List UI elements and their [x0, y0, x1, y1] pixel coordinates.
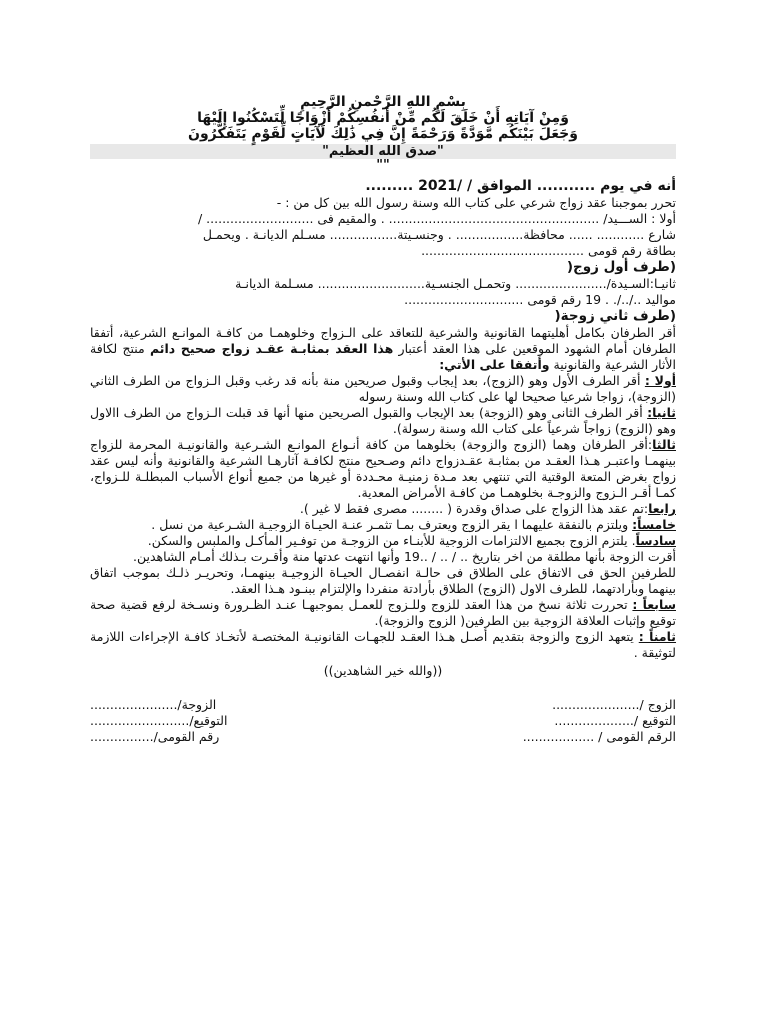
- sadaq-banner: "صدق الله العظيم": [90, 144, 676, 159]
- first-party-line-3: بطاقة رقم قومى .........................................: [421, 243, 676, 258]
- clause-7-label: سابعاً :: [632, 597, 676, 612]
- clause-2-text: أقر الطرف الثانى وهو (الزوجة) بعد الإيجاب والقبول الصريحين منها أنها قد قبلت الـزواج من الطرف االاول وهو (الزوج) زواجاً شرعياً على كتاب الله وسنة رسولة).: [90, 405, 676, 436]
- husband-sign-field: التوقيع /....................: [554, 713, 676, 728]
- clause-6c: للطرفين الحق فى الاتفاق على الطلاق فى حالـة انفصـال الحيـاة الزوجيـة بينهمـا، وتحريـر ذلـك بموجب اتفاق بينهما وبأرادتهما، للطرف الاول (الزوج) الطلاق بأرادتة منفردا والإلتزام ببنـود هـذا العقد.: [90, 565, 676, 596]
- clause-6-text: . يلتزم الزوج بجميع الالتزامات الزوجية للأبنـاء من الزوجـة من توفـير المأكـل والملبس والسكن.: [147, 533, 636, 548]
- clause-3-text: :أقر الطرفان وهما (الزوج والزوجة) بخلوهما من كافة أنـواع الموانـع الشـرعية والقانونيـة المحرمة للزواج بينهمـا واعتبـر هـذا العقـد من بمثابـة عقـدزواج دائم وصـحيح منتج لكافـة آثارهـا الشرعية والقانونية وأنه ليس عقد زواج بغرض المتعة الوقتية التي تنتهي بعد مـدة زمنيـة محـددة أو غيرها من جميع أنواع الأسباب المبطلـة للـزواج، كمـا أقـر الـزوج والزوجـة بخلوهمـا من كافـة الأمراض المعدية.: [90, 437, 676, 500]
- preamble-bold-1: هذا العقد بمثابـة عقـد زواج صحيح دائم: [150, 341, 394, 356]
- clause-4-text: :تم عقد هذا الزواج على صداق وقدرة ( ........ مصرى فقط لا غير ).: [299, 501, 649, 516]
- date-line: أنه في يوم ........... الموافق / /2021 .........: [365, 178, 676, 194]
- wife-id-field: رقم القومى/................: [90, 729, 220, 744]
- clause-1-label: أولا :: [644, 373, 676, 388]
- clause-1: [90, 373, 676, 405]
- second-party-line-1: ثانيـا:السـيدة/....................... وتحمـل الجنسـية........................... مسـلمة الديانـة: [235, 276, 676, 291]
- verse-line-2: وَجَعَلَ بَيْنَكُم مَّوَدَّةً وَرَحْمَةً إِنَّ فِي ذَٰلِكَ لَآيَاتٍ لِّقَوْمٍ يَتَفَكَّرُونَ: [188, 126, 578, 142]
- drafted-line: تحرر بموجبنا عقد زواج شرعي على كتاب الله وسنة رسول الله بين كل من : -: [276, 195, 676, 210]
- signature-row-sign: [90, 713, 676, 729]
- preamble-text: أقر الطرفان بكامل أهليتهما القانونية والشرعية للتعاقد على الـزواج وخلوهمـا من كافـة الموانـع الشرعية، أتفقا الطرفان أمام الشهود الموقعين على هذا العقد أعتبار: [90, 325, 676, 356]
- clause-2-label: ثانيا:: [647, 405, 676, 420]
- clause-1-text: أقر الطرف الأول وهو (الزوج)، بعد إيجاب وقبول صريحين منة بأنه قد رغب وقبل الـزواج من الطرف الثاني (الزوجة)، زواجا شرعيا صحيحا لها على كتاب الله وسنة رسوله: [90, 373, 676, 404]
- clause-8: [90, 629, 676, 661]
- empty-quotes: "": [376, 158, 390, 173]
- verse-line-1: وَمِنْ آيَاتِهِ أَنْ خَلَقَ لَكُم مِّنْ أَنفُسِكُمْ أَزْوَاجًا لِّتَسْكُنُوا إِلَيْهَا: [197, 110, 569, 126]
- clause-6b: أقرت الزوجة بأنها مطلقة من اخر بتاريخ .. / .. / ..19 وأنها انتهت عدتها منة وأقـرت بـذلك أمـام الشاهدين.: [133, 549, 676, 564]
- clause-3-label: ثالثا: [652, 437, 676, 452]
- basmala: بِسْمِ اللهِ الرَّحْمنِ الرَّحِيمِ: [300, 94, 466, 110]
- clause-4: [90, 501, 676, 517]
- clause-3: [90, 437, 676, 501]
- clause-8-text: يتعهد الزوج والزوجة بتقديم أصـل هـذا العقـد للجهـات القانونيـة المختصـة لأتخـاذ كافـة الإجراءات اللازمة لتوثيقة .: [90, 629, 676, 660]
- preamble-text-2: منتج لكافة الأثار الشرعية والقانونية: [90, 341, 676, 372]
- clause-5-label: خامساً:: [632, 517, 676, 532]
- second-party-line-2: مواليد ../../. . 19 رقم قومى ..............................: [404, 292, 676, 307]
- clause-2: [90, 405, 676, 437]
- signature-row-names: [90, 697, 676, 713]
- husband-signature-field: الزوج /......................: [552, 697, 676, 712]
- clause-5: [90, 517, 676, 533]
- closing-line: ((والله خير الشاهدين)): [323, 663, 443, 678]
- clause-5-text: ويلتزم بالنفقة عليهما ا يقر الزوج ويعترف بمـا تثمـر عنـة الحيـاة الزوجيـة الشـرعية من نسل .: [151, 517, 633, 532]
- clause-4-label: رابعا: [648, 501, 676, 516]
- wife-sign-field: التوقيع/.........................: [90, 713, 228, 728]
- second-party-heading: (طرف ثاني زوجة(: [554, 308, 676, 324]
- first-party-line-2: شارع ............ ...... محافظة................. . وجنسـيتة................. مسـلم الديانـة . ويحمـل: [202, 227, 676, 242]
- first-party-heading: (طرف أول زوج(: [566, 259, 676, 275]
- preamble-paragraph: [90, 325, 676, 373]
- clause-7-text: تحررت ثلاثة نسخ من هذا العقد للزوج وللـزوج للعمـل بموجبهـا عنـد الظـرورة ونسـخة لرفع قضية صحة توقيع وإثبات العلاقة الزوجية بين الطرفين( الزوج والزوجة).: [90, 597, 676, 628]
- first-party-line-1: أولا : الســـيد/ ..................................................... . والمقيم فى ........................... /: [197, 211, 676, 226]
- signature-row-id: [90, 729, 676, 745]
- husband-id-field: الرقم القومى / ..................: [522, 729, 676, 744]
- clause-6-label: سادساً: [635, 533, 676, 548]
- preamble-bold-2: وأتفقا على الأتي:: [439, 357, 550, 372]
- clause-6: [90, 533, 676, 549]
- signature-block: [90, 697, 676, 745]
- clause-8-label: ثامناً :: [638, 629, 677, 644]
- clause-7: [90, 597, 676, 629]
- wife-signature-field: الزوجة/......................: [90, 697, 217, 712]
